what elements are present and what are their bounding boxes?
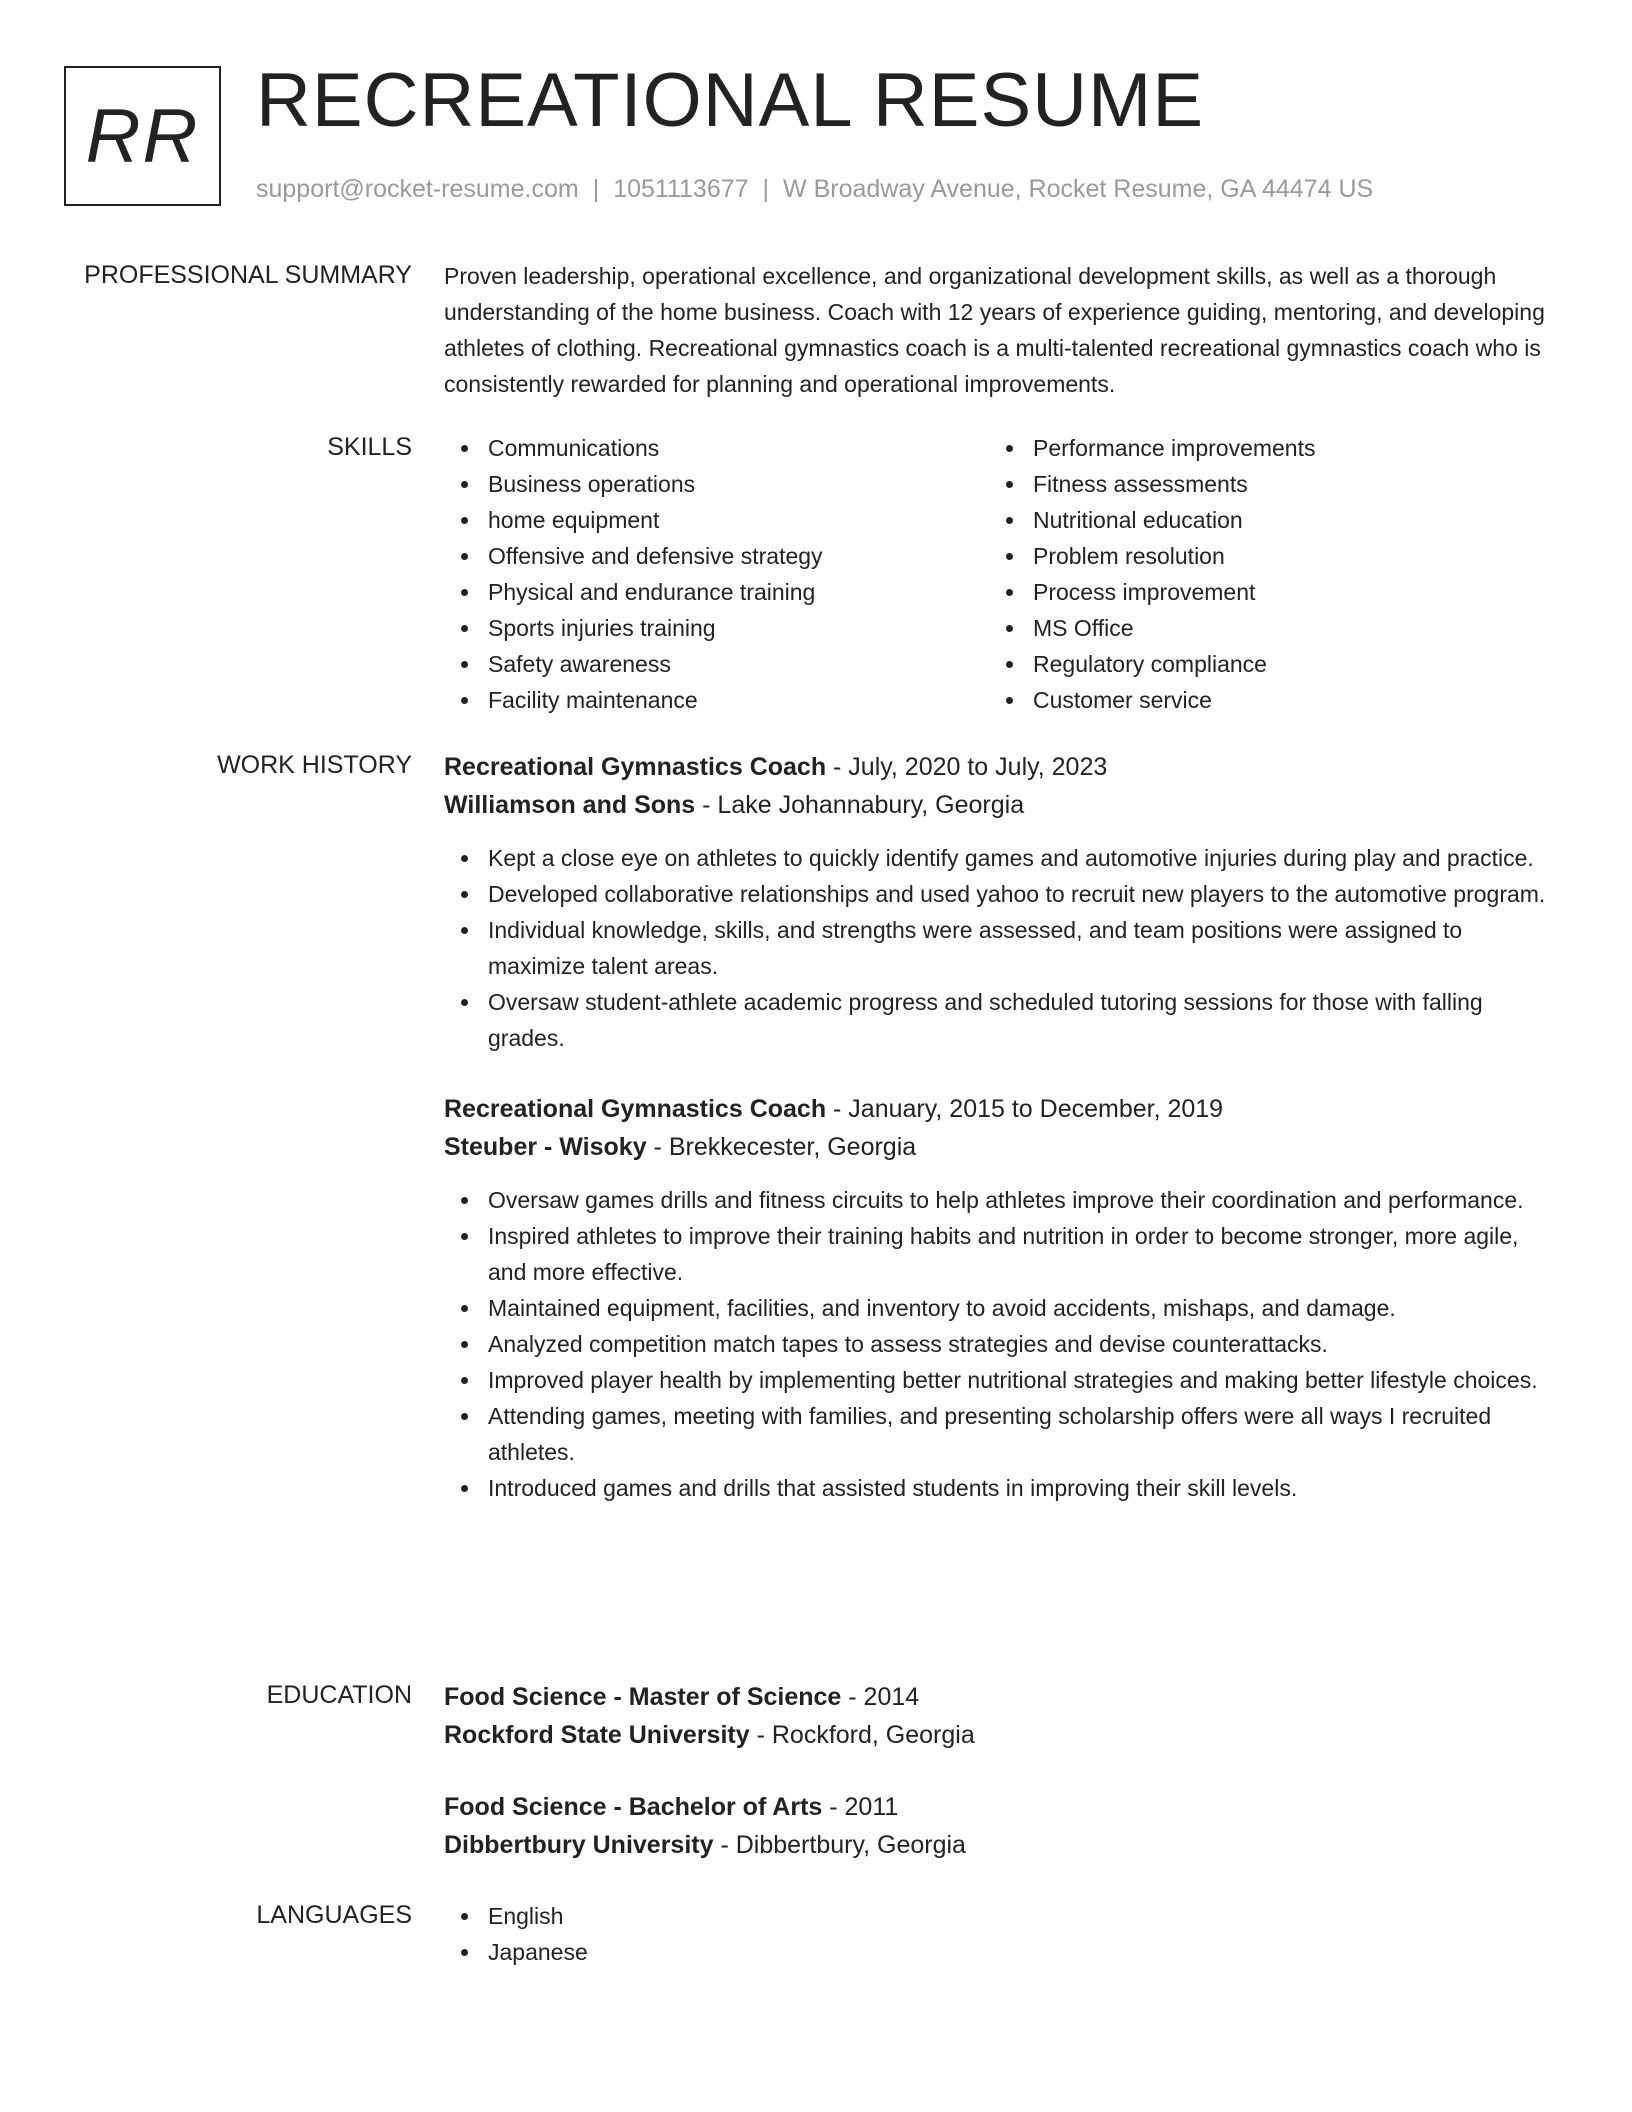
job-title-line xyxy=(444,1090,1558,1128)
education-year: - 2014 xyxy=(841,1683,920,1711)
skill-item: Customer service xyxy=(989,682,1534,718)
job-bullet: Introduced games and drills that assisted students in improving their skill levels. xyxy=(444,1470,1558,1506)
job-entry xyxy=(444,1090,1558,1506)
section-title-summary: PROFESSIONAL SUMMARY xyxy=(84,261,412,289)
language-item: Japanese xyxy=(444,1934,1558,1970)
contact-address: W Broadway Avenue, Rocket Resume, GA 44474 US xyxy=(783,175,1374,203)
job-company: Williamson and Sons xyxy=(444,791,696,819)
education-entry xyxy=(444,1788,1558,1864)
job-bullet: Analyzed competition match tapes to assess strategies and devise counterattacks. xyxy=(444,1326,1558,1362)
monogram-logo: RR xyxy=(64,66,221,206)
skill-item: Business operations xyxy=(444,466,989,502)
education-degree-line xyxy=(444,1678,1558,1716)
job-role: Recreational Gymnastics Coach xyxy=(444,753,827,781)
skill-item: Nutritional education xyxy=(989,502,1534,538)
skills-list-left xyxy=(444,430,989,718)
education-location: - Dibbertbury, Georgia xyxy=(713,1831,966,1859)
job-bullet: Kept a close eye on athletes to quickly identify games and automotive injuries during play and practice. xyxy=(444,840,1558,876)
languages-body xyxy=(444,1898,1558,1970)
job-dates: - July, 2020 to July, 2023 xyxy=(826,753,1108,781)
job-title-line xyxy=(444,748,1558,786)
language-item: English xyxy=(444,1898,1558,1934)
job-bullet-list xyxy=(444,840,1558,1056)
section-title-skills: SKILLS xyxy=(327,433,412,461)
job-bullet: Oversaw games drills and fitness circuits to help athletes improve their coordination and performance. xyxy=(444,1182,1558,1218)
job-bullet: Developed collaborative relationships and used yahoo to recruit new players to the automotive program. xyxy=(444,876,1558,912)
contact-line xyxy=(256,172,1373,206)
job-bullet: Attending games, meeting with families, and presenting scholarship offers were all ways I recruited athletes. xyxy=(444,1398,1558,1470)
education-school-line xyxy=(444,1826,1558,1864)
education-location: - Rockford, Georgia xyxy=(749,1721,975,1749)
section-title-education: EDUCATION xyxy=(266,1681,412,1709)
job-dates: - January, 2015 to December, 2019 xyxy=(826,1095,1224,1123)
contact-phone: 1051113677 xyxy=(613,175,749,203)
education-degree: Food Science - Bachelor of Arts xyxy=(444,1793,823,1821)
contact-separator: | xyxy=(762,175,770,203)
job-role: Recreational Gymnastics Coach xyxy=(444,1095,827,1123)
job-bullet: Individual knowledge, skills, and strengths were assessed, and team positions were assigned to maximize talent areas. xyxy=(444,912,1558,984)
skill-item: home equipment xyxy=(444,502,989,538)
skill-item: Process improvement xyxy=(989,574,1534,610)
contact-email: support@rocket-resume.com xyxy=(256,175,579,203)
job-location: - Brekkecester, Georgia xyxy=(646,1133,917,1161)
summary-body xyxy=(444,258,1558,402)
job-location: - Lake Johannabury, Georgia xyxy=(695,791,1025,819)
skill-item: Physical and endurance training xyxy=(444,574,989,610)
job-entry xyxy=(444,748,1558,1056)
skill-item: Offensive and defensive strategy xyxy=(444,538,989,574)
education-entry xyxy=(444,1678,1558,1754)
education-degree-line xyxy=(444,1788,1558,1826)
skill-item: Regulatory compliance xyxy=(989,646,1534,682)
skills-body xyxy=(444,430,1558,718)
education-degree: Food Science - Master of Science xyxy=(444,1683,842,1711)
education-school-line xyxy=(444,1716,1558,1754)
education-school: Dibbertbury University xyxy=(444,1831,714,1859)
contact-separator: | xyxy=(592,175,600,203)
skill-item: Safety awareness xyxy=(444,646,989,682)
job-bullet-list xyxy=(444,1182,1558,1506)
summary-text: Proven leadership, operational excellence, and organizational development skills, as well as a thorough understanding of the home business. Coach with 12 years of experience guiding, mentoring, and developing athletes of clothing. Recreational gymnastics coach is a multi-talented recreational gymnastics coach who is consistently rewarded for planning and operational improvements. xyxy=(444,263,1545,397)
job-bullet: Inspired athletes to improve their training habits and nutrition in order to become stronger, more agile, and more effective. xyxy=(444,1218,1558,1290)
skill-item: MS Office xyxy=(989,610,1534,646)
languages-list xyxy=(444,1898,1558,1970)
skill-item: Fitness assessments xyxy=(989,466,1534,502)
job-bullet: Maintained equipment, facilities, and inventory to avoid accidents, mishaps, and damage. xyxy=(444,1290,1558,1326)
skills-list-right xyxy=(989,430,1534,718)
section-title-languages: LANGUAGES xyxy=(256,1901,412,1929)
job-company-line xyxy=(444,1128,1558,1166)
skill-item: Performance improvements xyxy=(989,430,1534,466)
work-history-body xyxy=(444,748,1558,1506)
resume-name: RECREATIONAL RESUME xyxy=(256,58,1205,143)
job-company-line xyxy=(444,786,1558,824)
education-school: Rockford State University xyxy=(444,1721,750,1749)
skill-item: Facility maintenance xyxy=(444,682,989,718)
education-body xyxy=(444,1678,1558,1864)
skills-grid xyxy=(444,430,1558,718)
job-bullet: Oversaw student-athlete academic progress and scheduled tutoring sessions for those with falling grades. xyxy=(444,984,1558,1056)
job-bullet: Improved player health by implementing better nutritional strategies and making better lifestyle choices. xyxy=(444,1362,1558,1398)
skill-item: Problem resolution xyxy=(989,538,1534,574)
skill-item: Sports injuries training xyxy=(444,610,989,646)
section-title-work: WORK HISTORY xyxy=(217,751,412,779)
job-company: Steuber - Wisoky xyxy=(444,1133,647,1161)
skill-item: Communications xyxy=(444,430,989,466)
education-year: - 2011 xyxy=(822,1793,899,1821)
